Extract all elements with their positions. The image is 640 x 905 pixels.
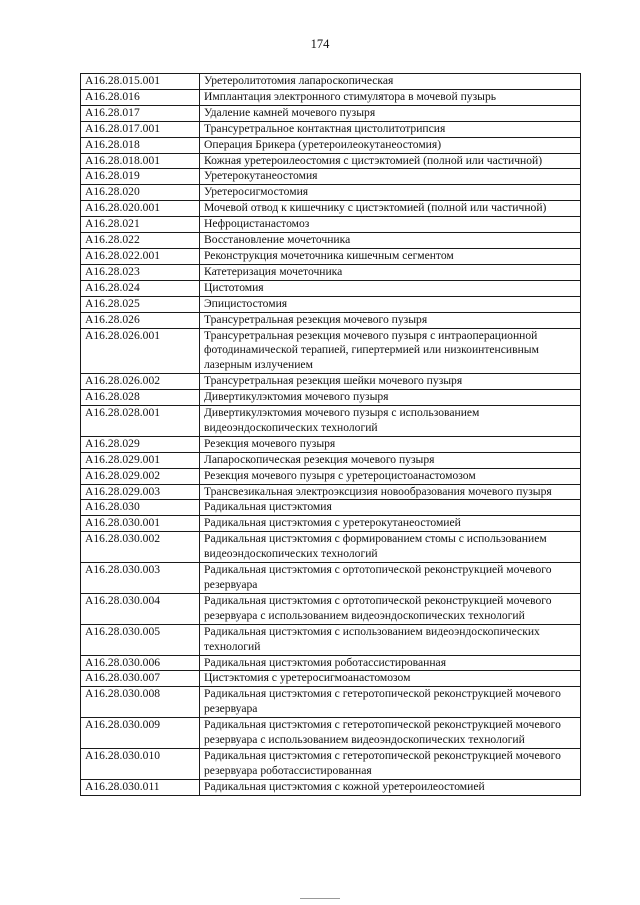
procedure-code: A16.28.030.011	[81, 779, 200, 795]
procedure-name: Имплантация электронного стимулятора в мочевой пузырь	[200, 89, 581, 105]
table-row	[81, 468, 581, 484]
procedure-name: Трансуретральное контактная цистолитотрипсия	[200, 121, 581, 137]
procedure-code: A16.28.026.001	[81, 328, 200, 374]
table-row	[81, 452, 581, 468]
table-row	[81, 484, 581, 500]
procedure-code: A16.28.026.002	[81, 374, 200, 390]
procedure-name: Дивертикулэктомия мочевого пузыря	[200, 390, 581, 406]
table-row	[81, 718, 581, 749]
procedure-name: Радикальная цистэктомия с ортотопической реконструкцией мочевого резервуара	[200, 563, 581, 594]
procedure-code: A16.28.018.001	[81, 153, 200, 169]
procedure-code: A16.28.023	[81, 264, 200, 280]
procedure-name: Нефроцистанастомоз	[200, 217, 581, 233]
table-row	[81, 137, 581, 153]
table-row	[81, 74, 581, 90]
procedure-code: A16.28.020	[81, 185, 200, 201]
procedure-code: A16.28.030.001	[81, 516, 200, 532]
procedure-name: Уретеросигмостомия	[200, 185, 581, 201]
procedure-code: A16.28.024	[81, 280, 200, 296]
procedure-code: A16.28.015.001	[81, 74, 200, 90]
procedure-name: Операция Брикера (уретероилеокутанеостомия)	[200, 137, 581, 153]
procedure-name: Резекция мочевого пузыря с уретероцистоанастомозом	[200, 468, 581, 484]
procedure-name: Радикальная цистэктомия с использованием видеоэндоскопических технологий	[200, 624, 581, 655]
table-row	[81, 748, 581, 779]
procedure-name: Радикальная цистэктомия с ортотопической реконструкцией мочевого резервуара с использованием видеоэндоскопических технологий	[200, 593, 581, 624]
procedure-name: Уретерокутанеостомия	[200, 169, 581, 185]
procedure-code: A16.28.030.004	[81, 593, 200, 624]
procedure-code: A16.28.030.006	[81, 655, 200, 671]
page-number: 174	[310, 37, 330, 51]
table-row	[81, 593, 581, 624]
table-row	[81, 217, 581, 233]
procedure-code: A16.28.026	[81, 312, 200, 328]
procedure-name: Радикальная цистэктомия с кожной уретероилеостомией	[200, 779, 581, 795]
procedure-code: A16.28.017.001	[81, 121, 200, 137]
procedure-code: A16.28.030.005	[81, 624, 200, 655]
procedure-table	[80, 73, 581, 796]
procedure-name: Дивертикулэктомия мочевого пузыря с использованием видеоэндоскопических технологий	[200, 406, 581, 437]
procedure-name: Катетеризация мочеточника	[200, 264, 581, 280]
table-row	[81, 248, 581, 264]
procedure-code: A16.28.017	[81, 105, 200, 121]
procedure-name: Радикальная цистэктомия с гетеротопической реконструкцией мочевого резервуара	[200, 687, 581, 718]
footer-mark	[300, 898, 340, 899]
procedure-code: A16.28.029.002	[81, 468, 200, 484]
procedure-name: Удаление камней мочевого пузыря	[200, 105, 581, 121]
procedure-code: A16.28.030.003	[81, 563, 200, 594]
procedure-name: Мочевой отвод к кишечнику с цистэктомией (полной или частичной)	[200, 201, 581, 217]
procedure-name: Кожная уретероилеостомия с цистэктомией (полной или частичной)	[200, 153, 581, 169]
procedure-name: Уретеролитотомия лапароскопическая	[200, 74, 581, 90]
table-row	[81, 624, 581, 655]
procedure-name: Восстановление мочеточника	[200, 233, 581, 249]
procedure-name: Цистотомия	[200, 280, 581, 296]
procedure-code: A16.28.029	[81, 436, 200, 452]
procedure-name: Радикальная цистэктомия с уретерокутанеостомией	[200, 516, 581, 532]
procedure-code: A16.28.025	[81, 296, 200, 312]
procedure-name: Цистэктомия с уретеросигмоанастомозом	[200, 671, 581, 687]
table-row	[81, 563, 581, 594]
table-row	[81, 280, 581, 296]
procedure-name: Радикальная цистэктомия	[200, 500, 581, 516]
procedure-name: Трансуретральная резекция шейки мочевого пузыря	[200, 374, 581, 390]
table-row	[81, 390, 581, 406]
table-row	[81, 296, 581, 312]
procedure-name: Резекция мочевого пузыря	[200, 436, 581, 452]
procedure-code: A16.28.030.009	[81, 718, 200, 749]
procedure-code: A16.28.028	[81, 390, 200, 406]
procedure-code: A16.28.030.008	[81, 687, 200, 718]
table-row	[81, 89, 581, 105]
procedure-code: A16.28.021	[81, 217, 200, 233]
table-row	[81, 500, 581, 516]
table-row	[81, 687, 581, 718]
procedure-code: A16.28.016	[81, 89, 200, 105]
table-row	[81, 264, 581, 280]
procedure-code: A16.28.030.010	[81, 748, 200, 779]
table-row	[81, 121, 581, 137]
procedure-code: A16.28.029.003	[81, 484, 200, 500]
procedure-code: A16.28.030.007	[81, 671, 200, 687]
table-row	[81, 185, 581, 201]
procedure-name: Лапароскопическая резекция мочевого пузыря	[200, 452, 581, 468]
table-row	[81, 169, 581, 185]
table-row	[81, 655, 581, 671]
procedure-name: Трансуретральная резекция мочевого пузыря с интраоперационной фотодинамической терапией, гипертермией или низкоинтенсивным лазерным излучением	[200, 328, 581, 374]
procedure-code: A16.28.028.001	[81, 406, 200, 437]
procedure-code: A16.28.029.001	[81, 452, 200, 468]
procedure-name: Радикальная цистэктомия с гетеротопической реконструкцией мочевого резервуара роботассистированная	[200, 748, 581, 779]
procedure-code: A16.28.022	[81, 233, 200, 249]
table-row	[81, 312, 581, 328]
procedure-name: Трансуретральная резекция мочевого пузыря	[200, 312, 581, 328]
table-row	[81, 374, 581, 390]
table-row	[81, 406, 581, 437]
table-row	[81, 436, 581, 452]
table-row	[81, 328, 581, 374]
procedure-code: A16.28.020.001	[81, 201, 200, 217]
table-row	[81, 153, 581, 169]
procedure-name: Эпицистостомия	[200, 296, 581, 312]
table-row	[81, 201, 581, 217]
procedure-name: Реконструкция мочеточника кишечным сегментом	[200, 248, 581, 264]
table-row	[81, 516, 581, 532]
procedure-code: A16.28.019	[81, 169, 200, 185]
table-row	[81, 671, 581, 687]
table-row	[81, 779, 581, 795]
table-row	[81, 233, 581, 249]
table-row	[81, 105, 581, 121]
procedure-code: A16.28.022.001	[81, 248, 200, 264]
procedure-code: A16.28.030.002	[81, 532, 200, 563]
procedure-name: Радикальная цистэктомия роботассистированная	[200, 655, 581, 671]
procedure-code: A16.28.018	[81, 137, 200, 153]
procedure-code: A16.28.030	[81, 500, 200, 516]
procedure-name: Трансвезикальная электроэксцизия новообразования мочевого пузыря	[200, 484, 581, 500]
procedure-name: Радикальная цистэктомия с гетеротопической реконструкцией мочевого резервуара с использованием видеоэндоскопических технологий	[200, 718, 581, 749]
table-row	[81, 532, 581, 563]
procedure-name: Радикальная цистэктомия с формированием стомы с использованием видеоэндоскопических технологий	[200, 532, 581, 563]
